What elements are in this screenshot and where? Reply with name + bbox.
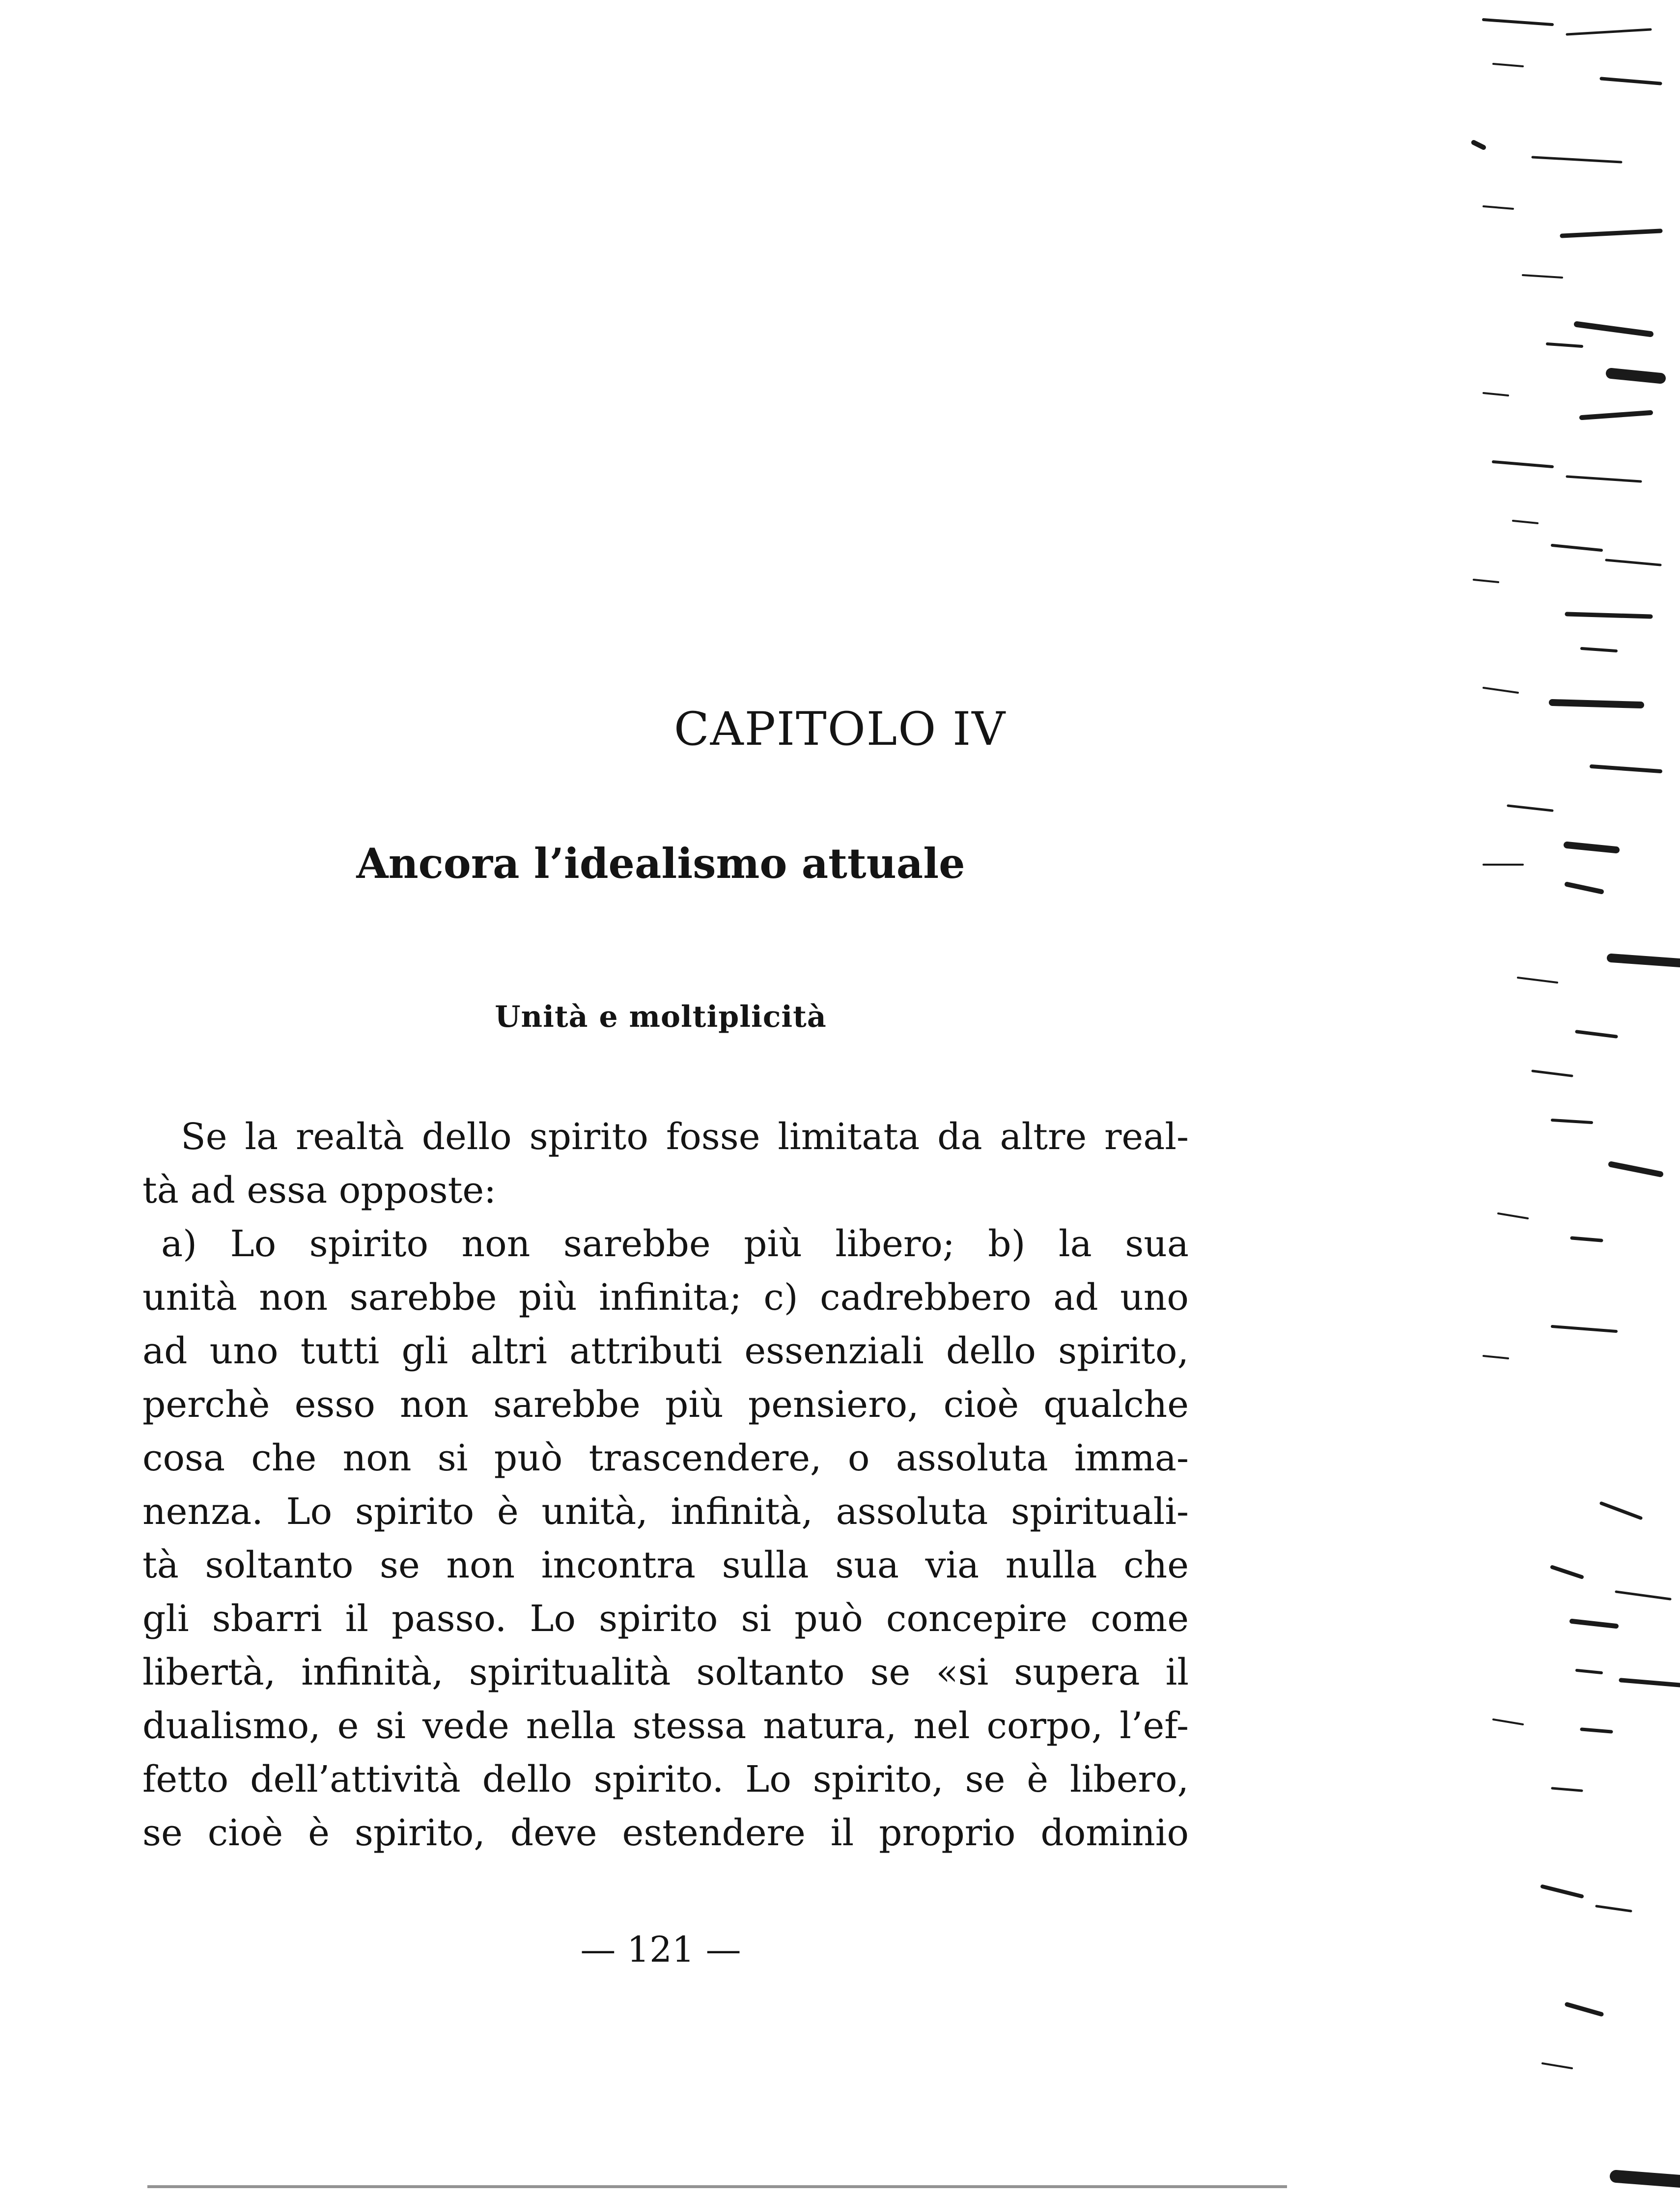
body-line: a) Lo spirito non sarebbe più libero; b) la sua: [161, 1223, 1189, 1265]
body-line: libertà, infinità, spiritualità soltanto se «si supera il: [142, 1651, 1189, 1693]
bottom-rule: [147, 2185, 1287, 2188]
body-line: Se la realtà dello spirito fosse limitata da altre real-: [181, 1116, 1189, 1158]
body-line: nenza. Lo spirito è unità, infinità, assoluta spirituali-: [142, 1491, 1189, 1533]
chapter-heading: CAPITOLO IV: [673, 703, 1007, 756]
body-line: unità non sarebbe più infinita; c) cadrebbero ad uno: [142, 1276, 1189, 1319]
body-line: ad uno tutti gli altri attributi essenziali dello spirito,: [142, 1330, 1189, 1372]
body-line: tà ad essa opposte:: [142, 1169, 497, 1211]
body-line: dualismo, e si vede nella stessa natura, nel corpo, l’ef-: [142, 1705, 1189, 1747]
body-line: fetto dell’attività dello spirito. Lo spirito, se è libero,: [142, 1758, 1189, 1801]
chapter-title: Ancora l’idealismo attuale: [356, 839, 965, 888]
page-number: — 121 —: [580, 1929, 741, 1970]
scan-edge-noise: [1454, 0, 1680, 2196]
body-line: se cioè è spirito, deve estendere il proprio dominio: [142, 1812, 1189, 1854]
section-title: Unità e moltiplicità: [495, 1000, 827, 1034]
body-line: gli sbarri il passo. Lo spirito si può concepire come: [142, 1598, 1189, 1640]
body-line: cosa che non si può trascendere, o assoluta imma-: [142, 1437, 1189, 1479]
body-line: tà soltanto se non incontra sulla sua via nulla che: [142, 1544, 1189, 1586]
body-line: perchè esso non sarebbe più pensiero, cioè qualche: [142, 1383, 1189, 1426]
body-paragraph: [142, 1110, 1189, 1860]
